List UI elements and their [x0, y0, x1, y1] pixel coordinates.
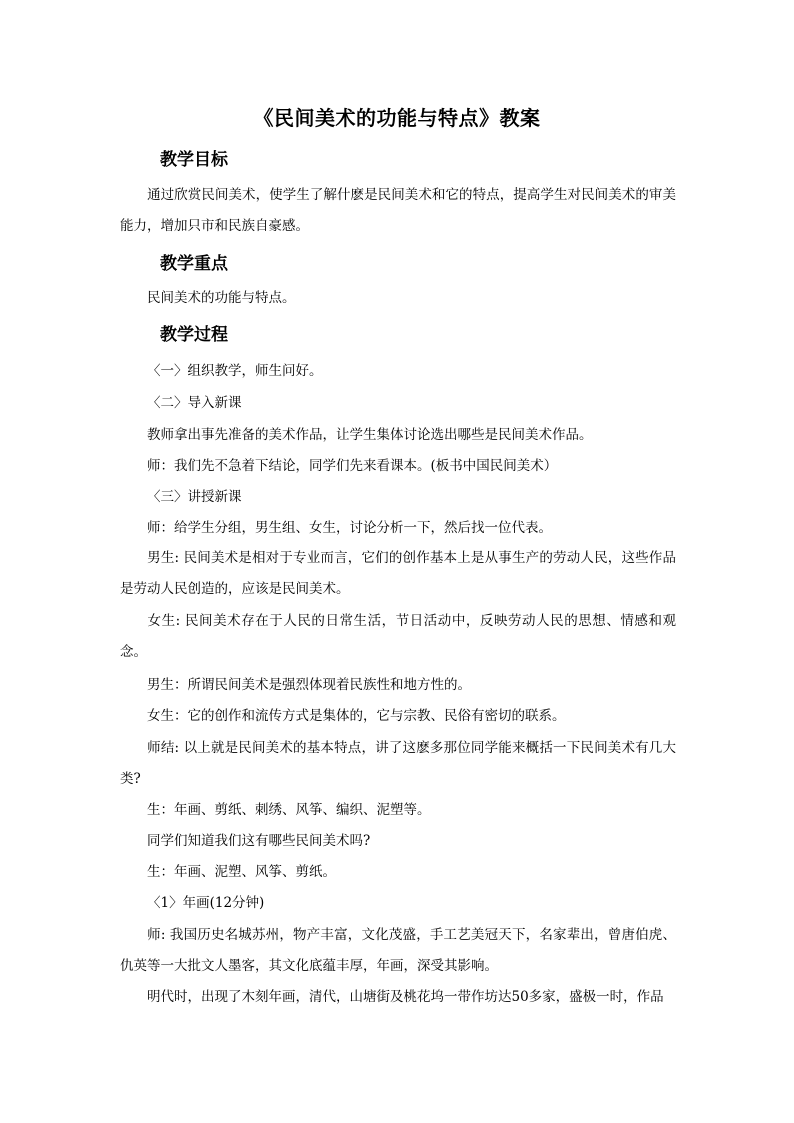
paragraph-text: 师: 我国历史名城苏州，物产丰富，文化茂盛，手工艺美冠天下，名家辈出，曾唐伯虎、仇英等一大批文人墨客，其文化底蕴丰厚，年画，深受其影响。 — [120, 927, 676, 974]
document-title: 《民间美术的功能与特点》教案 — [253, 106, 541, 130]
paragraph-teaching-focus: 民间美术的功能与特点。 — [147, 290, 296, 306]
process-paragraph: 男生：所谓民间美术是强烈体现着民族性和地方性的。 — [147, 677, 471, 693]
process-paragraph: 师：我们先不急着下结论，同学们先来看课本。(板书中国民间美术） — [147, 458, 558, 474]
paragraph-teaching-goals — [120, 180, 676, 242]
process-paragraph-wrapped — [120, 982, 676, 1013]
process-paragraph: 师：给学生分组，男生组、女生，讨论分析一下，然后找一位代表。 — [147, 520, 552, 536]
paragraph-text: 通过欣赏民间美术，使学生了解什麽是民间美术和它的特点，提高学生对民间美术的审美能力，增加只市和民族自豪感。 — [120, 187, 676, 234]
process-paragraph: 同学们知道我们这有哪些民间美术吗? — [147, 833, 371, 849]
process-paragraph: 女生：它的创作和流传方式是集体的，它与宗教、民俗有密切的联系。 — [147, 708, 566, 724]
heading-teaching-focus: 教学重点 — [160, 254, 228, 274]
process-step-2: 〈二〉导入新课 — [147, 395, 242, 411]
paragraph-text: 女生: 民间美术存在于人民的日常生活，节日活动中，反映劳动人民的思想、情感和观念。 — [120, 613, 676, 660]
heading-teaching-process: 教学过程 — [160, 325, 228, 345]
heading-teaching-goals: 教学目标 — [160, 150, 228, 170]
process-paragraph: 教师拿出事先准备的美术作品，让学生集体讨论选出哪些是民间美术作品。 — [147, 427, 593, 443]
process-paragraph-wrapped — [120, 733, 676, 795]
process-paragraph: 生：年画、泥塑、风筝、剪纸。 — [147, 864, 336, 880]
process-step-3: 〈三〉讲授新课 — [147, 489, 242, 505]
process-paragraph-wrapped — [120, 606, 676, 668]
process-paragraph: 生：年画、剪纸、刺绣、风筝、编织、泥塑等。 — [147, 802, 431, 818]
paragraph-text: 男生: 民间美术是相对于专业而言，它们的创作基本上是从事生产的劳动人民，这些作品是劳动人民创造的，应该是民间美术。 — [120, 550, 676, 597]
process-paragraph-wrapped — [120, 543, 676, 605]
process-step-4: 〈1〉年画(12分钟) — [147, 895, 265, 911]
paragraph-text: 师结: 以上就是民间美术的基本特点，讲了这麽多那位同学能来概括一下民间美术有几大类? — [120, 740, 676, 787]
process-paragraph-wrapped — [120, 920, 676, 982]
process-step-1: 〈一〉组织教学，师生问好。 — [147, 363, 323, 379]
paragraph-text: 明代时，出现了木刻年画，清代，山塘街及桃花坞一带作坊达50多家，盛极一时，作品 — [147, 989, 664, 1005]
